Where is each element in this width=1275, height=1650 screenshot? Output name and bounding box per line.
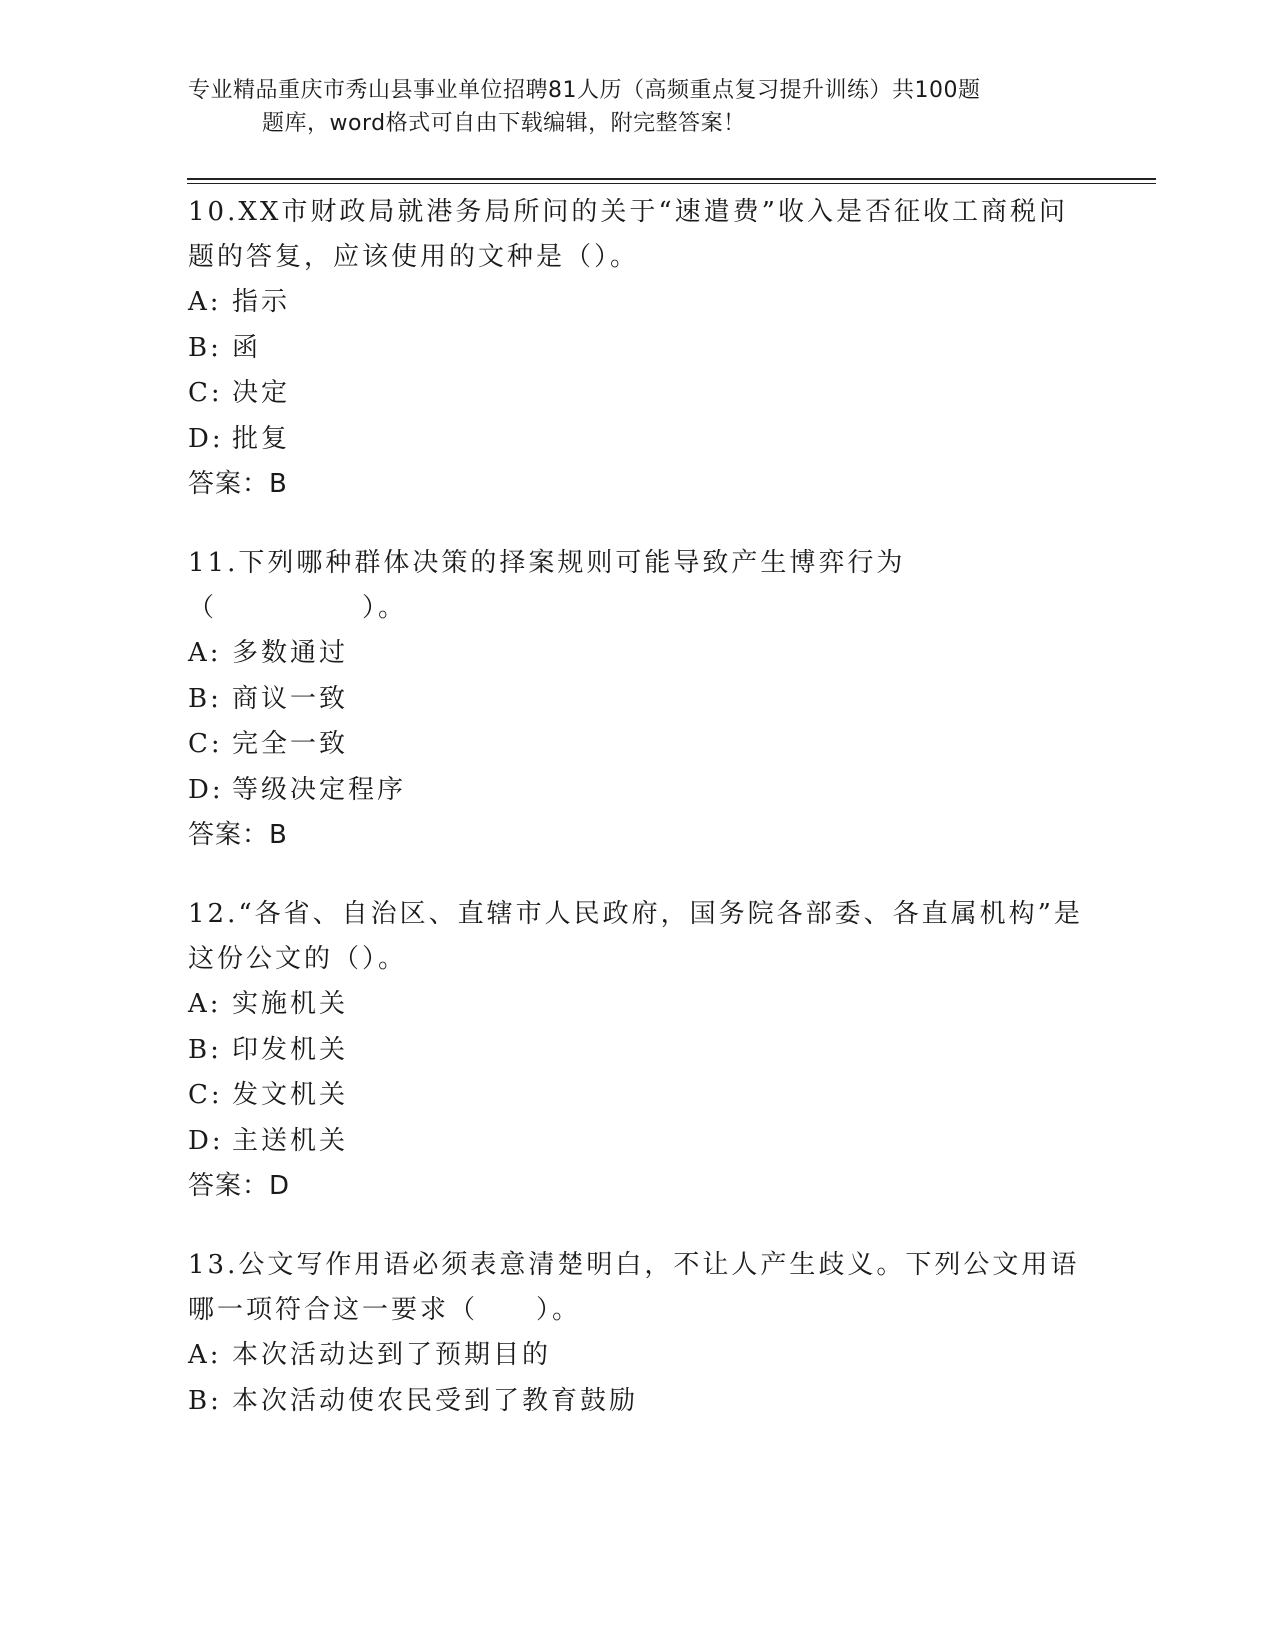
option-letter: B: [188, 1034, 222, 1065]
question-stem: 13.公文写作用语必须表意清楚明白，不让人产生歧义。下列公文用语哪一项符合这一要求（ ）。 [188, 1250, 1080, 1325]
option-b [188, 1028, 1088, 1074]
option-text: 发文机关 [232, 1080, 349, 1110]
document-header [188, 74, 1088, 140]
option-text: 实施机关 [232, 989, 349, 1019]
header-line-2: 题库，word格式可自由下载编辑，附完整答案！ [262, 111, 746, 136]
option-c [188, 1073, 1088, 1119]
option-letter: C: [188, 1080, 223, 1110]
option-text: 主送机关 [232, 1125, 349, 1156]
option-b [188, 677, 1088, 723]
option-text: 完全一致 [232, 729, 349, 759]
answer-line: 答案：B [188, 469, 288, 499]
option-text: 函 [232, 332, 262, 363]
answer-line: 答案：D [188, 1171, 291, 1201]
question-10 [188, 190, 1088, 507]
option-letter: D: [188, 1125, 224, 1156]
header-rule-thin [187, 183, 1156, 184]
question-11 [188, 541, 1088, 858]
option-a [188, 631, 1088, 677]
question-list [188, 190, 1088, 1458]
question-12 [188, 892, 1088, 1209]
option-letter: C: [188, 378, 223, 408]
option-letter: D: [188, 423, 224, 454]
option-text: 本次活动达到了预期目的 [232, 1340, 552, 1370]
option-text: 本次活动使农民受到了教育鼓励 [232, 1385, 639, 1416]
answer-line: 答案：B [188, 820, 288, 850]
option-letter: A: [188, 989, 222, 1019]
header-line-1: 专业精品重庆市秀山县事业单位招聘81人历（高频重点复习提升训练）共100题 [188, 78, 981, 103]
option-text: 多数通过 [232, 638, 349, 668]
option-a [188, 1333, 1088, 1379]
option-letter: A: [188, 1340, 222, 1370]
option-letter: A: [188, 287, 222, 317]
option-text: 指示 [232, 287, 291, 317]
option-d [188, 417, 1088, 463]
header-rule-thick [187, 178, 1156, 180]
option-letter: B: [188, 683, 222, 714]
question-stem: 10.XX市财政局就港务局所问的关于“速遣费”收入是否征收工商税问题的答复，应该使用的文种是（）。 [188, 197, 1068, 272]
option-b [188, 1379, 1088, 1425]
option-letter: B: [188, 332, 222, 363]
option-d [188, 1119, 1088, 1165]
option-letter: B: [188, 1385, 222, 1416]
option-letter: C: [188, 729, 223, 759]
option-letter: A: [188, 638, 222, 668]
option-a [188, 280, 1088, 326]
option-text: 印发机关 [232, 1034, 349, 1065]
option-c [188, 371, 1088, 417]
option-text: 批复 [232, 423, 291, 454]
option-text: 决定 [232, 378, 291, 408]
option-c [188, 722, 1088, 768]
question-stem: 11.下列哪种群体决策的择案规则可能导致产生博弈行为（ ）。 [188, 548, 906, 623]
question-stem: 12.“各省、自治区、直辖市人民政府，国务院各部委、各直属机构”是这份公文的（）。 [188, 899, 1083, 974]
option-letter: D: [188, 774, 224, 805]
option-text: 商议一致 [232, 683, 349, 714]
question-13 [188, 1243, 1088, 1424]
option-d [188, 768, 1088, 814]
option-text: 等级决定程序 [232, 774, 407, 805]
option-b [188, 326, 1088, 372]
option-a [188, 982, 1088, 1028]
